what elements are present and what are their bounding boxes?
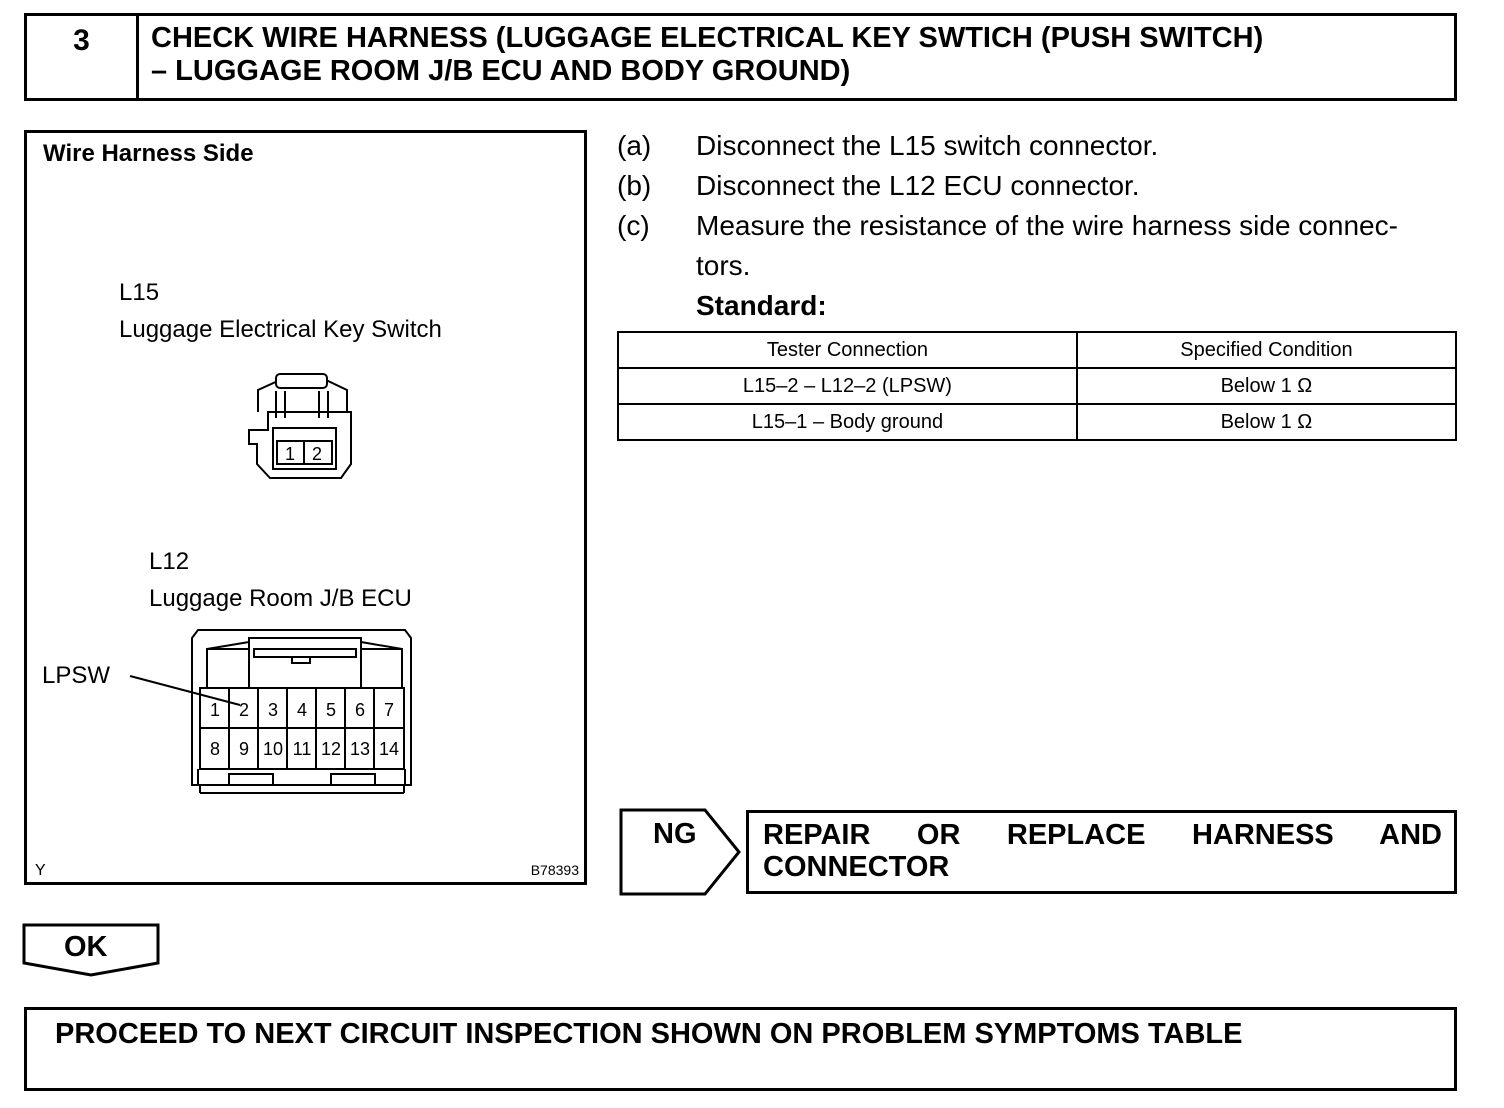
table-header-row	[618, 332, 1456, 368]
l12-pin: 3	[267, 700, 279, 720]
figure-corner-mark: Y	[35, 862, 46, 879]
l12-pin: 8	[209, 739, 221, 759]
spec-table	[617, 331, 1457, 441]
step-title-line2: – LUGGAGE ROOM J/B ECU AND BODY GROUND)	[151, 55, 851, 87]
step-c-text: Measure the resistance of the wire harness side connec-	[696, 210, 1398, 241]
lpsw-label: LPSW	[42, 662, 111, 689]
l12-pin: 2	[238, 700, 250, 720]
l12-name: Luggage Room J/B ECU	[149, 585, 412, 612]
connector-diagram	[27, 133, 584, 882]
step-number: 3	[27, 16, 139, 98]
l15-name: Luggage Electrical Key Switch	[119, 316, 442, 343]
l12-pin: 10	[262, 739, 284, 759]
ok-label: OK	[64, 931, 108, 963]
standard-label: Standard:	[696, 290, 827, 321]
l15-pin-1: 1	[284, 444, 296, 464]
l12-pin: 7	[383, 700, 395, 720]
ok-action-text: PROCEED TO NEXT CIRCUIT INSPECTION SHOWN ON PROBLEM SYMPTOMS TABLE	[55, 1018, 1243, 1050]
specified-condition-cell: Below 1 Ω	[1077, 404, 1456, 440]
ng-action-text: REPAIR OR REPLACE HARNESS AND CONNECTOR	[763, 819, 1442, 883]
column-header: Tester Connection	[618, 332, 1077, 368]
l12-pin: 6	[354, 700, 366, 720]
step-b-text: Disconnect the L12 ECU connector.	[696, 170, 1140, 201]
specified-condition-cell: Below 1 Ω	[1077, 368, 1456, 404]
l15-code: L15	[119, 279, 160, 306]
l12-pin: 11	[292, 739, 312, 759]
step-c	[617, 206, 1467, 246]
step-a	[617, 126, 1467, 166]
step-title-line1: CHECK WIRE HARNESS (LUGGAGE ELECTRICAL KEY SWTICH (PUSH SWITCH)	[151, 22, 1264, 54]
ng-label: NG	[653, 818, 697, 850]
step-c-label: (c)	[617, 210, 650, 241]
step-title	[151, 22, 1444, 88]
l12-pin: 4	[296, 700, 308, 720]
l12-code: L12	[149, 548, 190, 575]
l12-pin: 12	[320, 739, 342, 759]
step-a-label: (a)	[617, 130, 652, 161]
step-b	[617, 166, 1467, 206]
table-row	[618, 404, 1456, 440]
l12-pin: 9	[238, 739, 250, 759]
figure-caption: Wire Harness Side	[43, 140, 254, 167]
step-b-label: (b)	[617, 170, 652, 201]
l12-pin: 13	[349, 739, 371, 759]
ok-action-box	[24, 1007, 1457, 1091]
tester-connection-cell: L15–1 – Body ground	[618, 404, 1077, 440]
l12-pin: 1	[209, 700, 221, 720]
l15-connector	[249, 374, 351, 478]
connector-figure	[24, 130, 587, 885]
table-row	[618, 368, 1456, 404]
step-c-continued: tors.	[696, 250, 751, 281]
l15-pin-2: 2	[311, 444, 323, 464]
tester-connection-cell: L15–2 – L12–2 (LPSW)	[618, 368, 1077, 404]
procedure-steps	[617, 126, 1467, 326]
step-header	[24, 13, 1457, 101]
ng-action-box	[746, 810, 1457, 894]
step-a-text: Disconnect the L15 switch connector.	[696, 130, 1159, 161]
column-header: Specified Condition	[1077, 332, 1456, 368]
figure-id: B78393	[530, 862, 579, 878]
l12-pin: 5	[325, 700, 337, 720]
l12-pin: 14	[378, 739, 400, 759]
